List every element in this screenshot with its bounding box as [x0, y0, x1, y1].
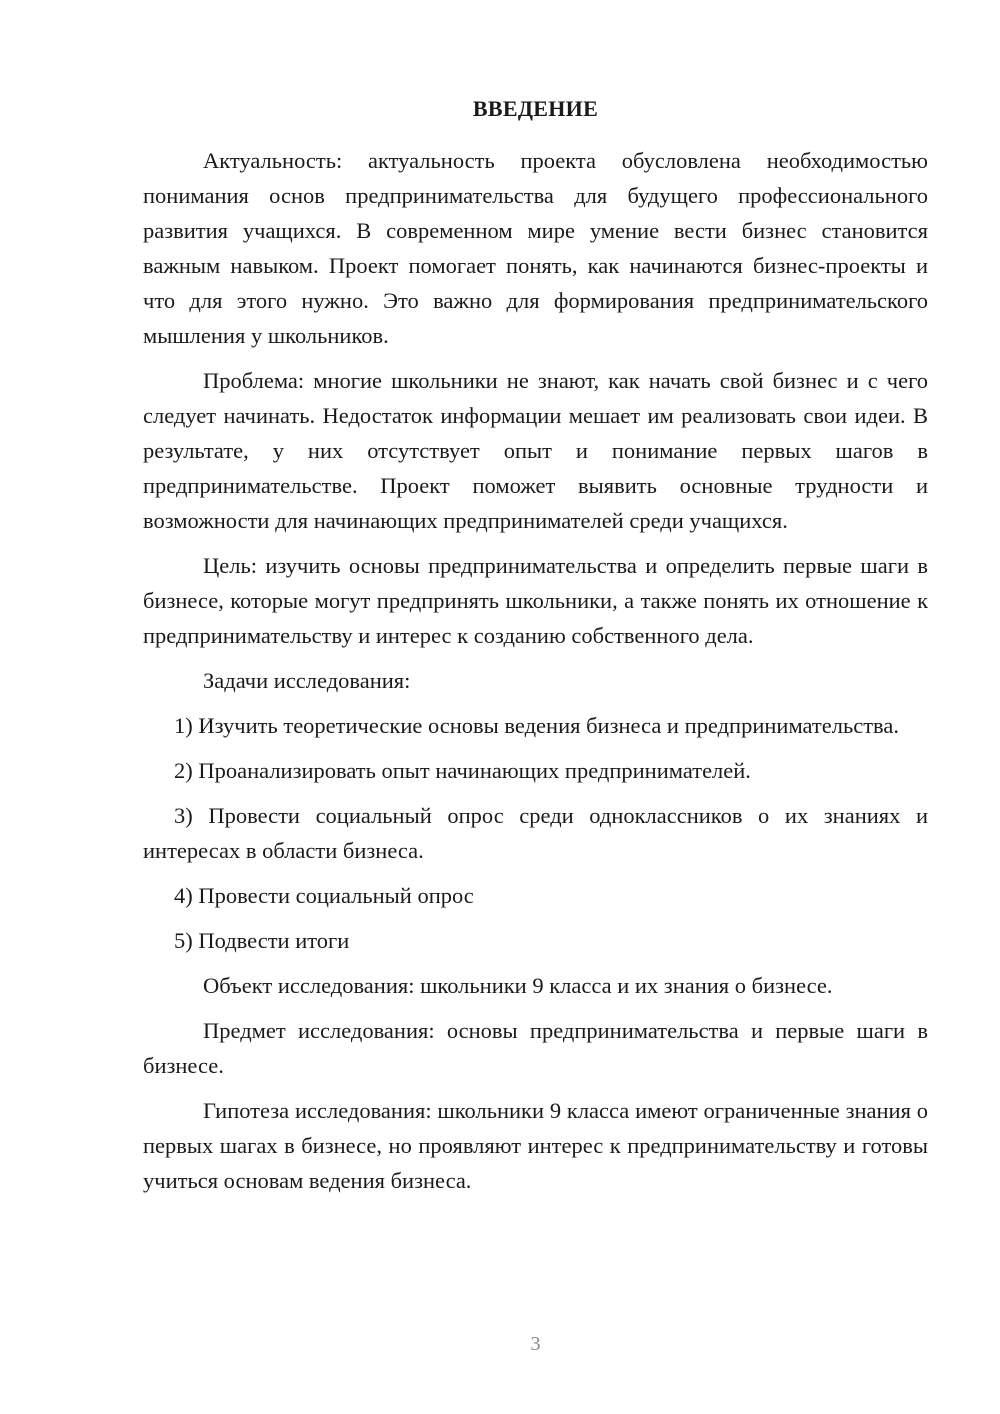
task-item-1: 1) Изучить теоретические основы ведения бизнеса и предпринимательства. [174, 713, 899, 738]
task-item-4: 4) Провести социальный опрос [174, 883, 474, 908]
paragraph-goal: Цель: изучить основы предпринимательства и определить первые шаги в бизнесе, которые могут предпринять школьники, а также понять их отношение к предпринимательству и интерес к созданию собственного дела. [143, 553, 928, 648]
paragraph-object: Объект исследования: школьники 9 класса и их знания о бизнесе. [203, 973, 833, 998]
paragraph-problem: Проблема: многие школьники не знают, как начать свой бизнес и с чего следует начинать. Недостаток информации мешает им реализовать свои идеи. В результате, у них отсутствует опыт и понимание первых шагов в предпринимательстве. Проект поможет выявить основные трудности и возможности для начинающих предпринимателей среди учащихся. [143, 368, 928, 533]
paragraph-tasks-heading: Задачи исследования: [203, 668, 411, 693]
document-body [143, 143, 928, 1208]
task-item-3: 3) Провести социальный опрос среди одноклассников о их знаниях и интересах в области бизнеса. [143, 803, 928, 863]
task-item-2: 2) Проанализировать опыт начинающих предпринимателей. [174, 758, 751, 783]
page-title: ВВЕДЕНИЕ [472, 96, 599, 121]
paragraph-relevance: Актуальность: актуальность проекта обусловлена необходимостью понимания основ предпринимательства для будущего профессионального развития учащихся. В современном мире умение вести бизнес становится важным навыком. Проект помогает понять, как начинаются бизнес-проекты и что для этого нужно. Это важно для формирования предпринимательского мышления у школьников. [143, 148, 928, 348]
paragraph-subject: Предмет исследования: основы предпринимательства и первые шаги в бизнесе. [143, 1018, 928, 1078]
task-item-5: 5) Подвести итоги [174, 928, 350, 953]
document-page [143, 0, 928, 1414]
page-number: 3 [530, 1333, 541, 1355]
paragraph-hypothesis: Гипотеза исследования: школьники 9 класса имеют ограниченные знания о первых шагах в бизнесе, но проявляют интерес к предпринимательству и готовы учиться основам ведения бизнеса. [143, 1098, 928, 1193]
